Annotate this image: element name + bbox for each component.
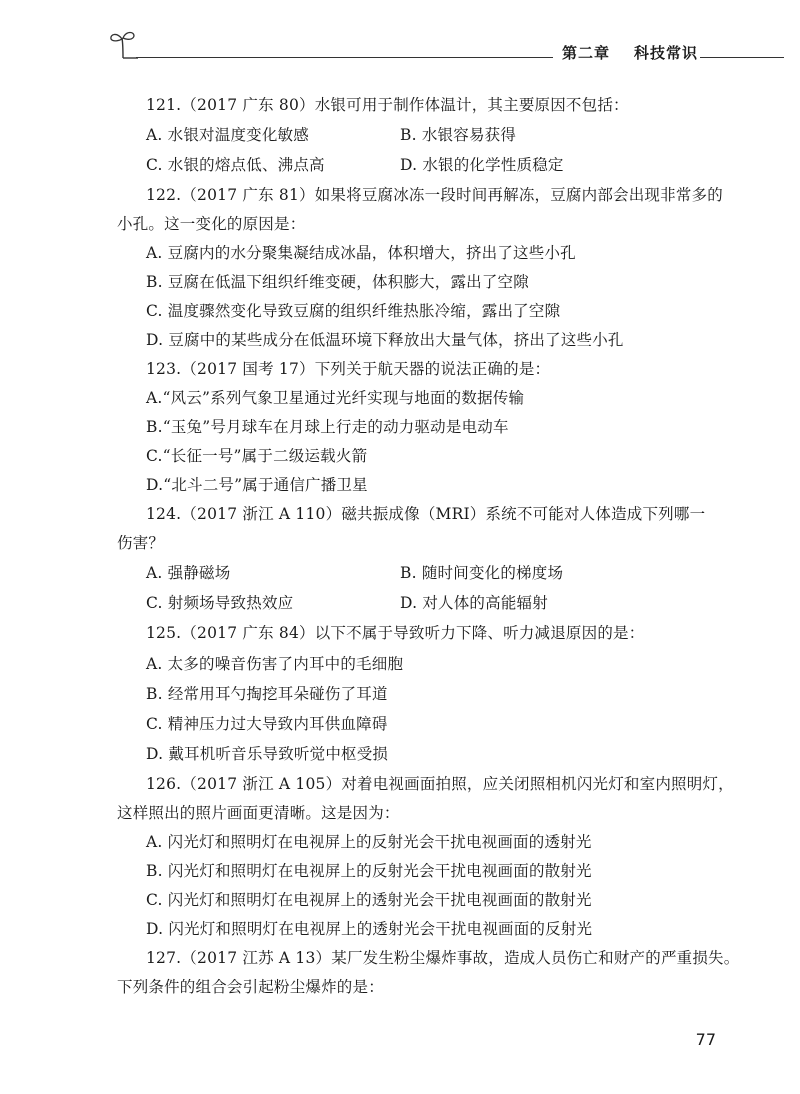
sprout-icon (108, 28, 138, 60)
option-126-b: B. 闪光灯和照明灯在电视屏上的反射光会干扰电视画面的散射光 (146, 862, 592, 880)
question-stem-127-cont: 下列条件的组合会引起粉尘爆炸的是： (117, 978, 384, 996)
option-125-c: C. 精神压力过大导致内耳供血障碍 (146, 715, 388, 733)
option-125-d: D. 戴耳机听音乐导致听觉中枢受损 (146, 745, 389, 763)
page-number: 77 (695, 1030, 716, 1049)
question-stem-126-cont: 这样照出的照片画面更清晰。这是因为： (117, 804, 400, 822)
option-123-c: C.“长征一号”属于二级运载火箭 (146, 447, 368, 465)
option-124-c: C. 射频场导致热效应 (146, 594, 294, 612)
question-stem-124: 124.（2017 浙江 A 110）磁共振成像（MRI）系统不可能对人体造成下列哪一 (146, 505, 706, 523)
option-122-d: D. 豆腐中的某些成分在低温环境下释放出大量气体，挤出了这些小孔 (146, 331, 624, 349)
chapter-title (562, 42, 698, 63)
question-stem-126: 126.（2017 浙江 A 105）对着电视画面拍照，应关闭照相机闪光灯和室内照明灯， (146, 775, 734, 793)
option-125-a: A. 太多的噪音伤害了内耳中的毛细胞 (146, 655, 404, 673)
section-label: 科技常识 (634, 44, 699, 62)
option-123-d: D.“北斗二号”属于通信广播卫星 (146, 476, 368, 494)
question-stem-122: 122.（2017 广东 81）如果将豆腐冰冻一段时间再解冻，豆腐内部会出现非常多的 (146, 186, 723, 204)
option-122-b: B. 豆腐在低温下组织纤维变硬，体积膨大，露出了空隙 (146, 273, 529, 291)
question-stem-122-cont: 小孔。这一变化的原因是： (117, 215, 306, 233)
option-124-d: D. 对人体的高能辐射 (400, 594, 548, 612)
option-126-d: D. 闪光灯和照明灯在电视屏上的透射光会干扰电视画面的反射光 (146, 920, 593, 938)
option-121-a: A. 水银对温度变化敏感 (146, 126, 309, 144)
question-stem-125: 125.（2017 广东 84）以下不属于导致听力下降、听力减退原因的是： (146, 624, 645, 642)
option-126-c: C. 闪光灯和照明灯在电视屏上的透射光会干扰电视画面的散射光 (146, 891, 592, 909)
question-stem-123: 123.（2017 国考 17）下列关于航天器的说法正确的是： (146, 360, 551, 378)
chapter-label: 第二章 (562, 44, 611, 62)
option-121-c: C. 水银的熔点低、沸点高 (146, 156, 325, 174)
option-124-a: A. 强静磁场 (146, 564, 231, 582)
question-stem-121: 121.（2017 广东 80）水银可用于制作体温计，其主要原因不包括： (146, 96, 629, 114)
question-stem-124-cont: 伤害？ (117, 534, 165, 552)
option-122-c: C. 温度骤然变化导致豆腐的组织纤维热胀冷缩，露出了空隙 (146, 302, 561, 320)
option-121-b: B. 水银容易获得 (400, 126, 517, 144)
option-126-a: A. 闪光灯和照明灯在电视屏上的反射光会干扰电视画面的透射光 (146, 833, 592, 851)
header-rule-left (136, 57, 553, 58)
option-123-a: A.“风云”系列气象卫星通过光纤实现与地面的数据传输 (146, 389, 525, 407)
header-rule-right (700, 57, 784, 58)
question-stem-127: 127.（2017 江苏 A 13）某厂发生粉尘爆炸事故，造成人员伤亡和财产的严重损失。 (146, 949, 740, 967)
option-122-a: A. 豆腐内的水分聚集凝结成冰晶，体积增大，挤出了这些小孔 (146, 244, 576, 262)
option-123-b: B.“玉兔”号月球车在月球上行走的动力驱动是电动车 (146, 418, 509, 436)
page-header (0, 22, 800, 72)
option-125-b: B. 经常用耳勺掏挖耳朵碰伤了耳道 (146, 685, 388, 703)
option-124-b: B. 随时间变化的梯度场 (400, 564, 564, 582)
option-121-d: D. 水银的化学性质稳定 (400, 156, 564, 174)
